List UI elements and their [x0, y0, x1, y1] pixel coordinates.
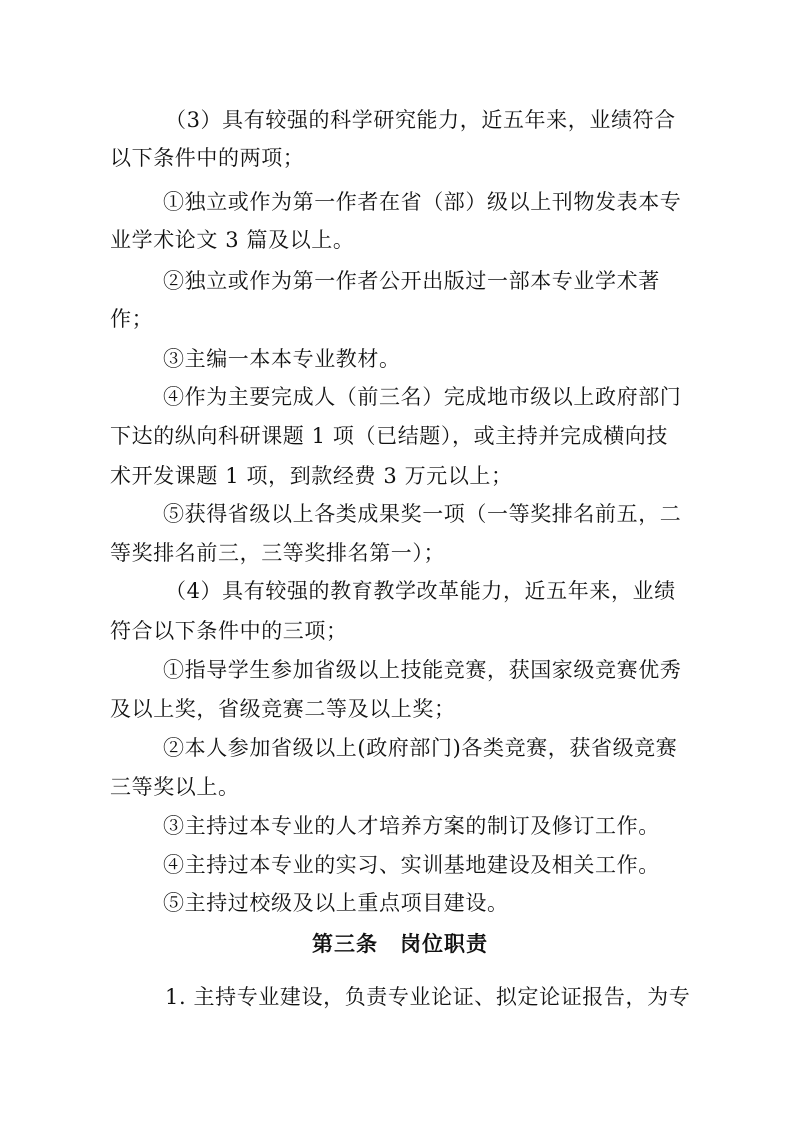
list-item-line: 下达的纵向科研课题 1 项（已结题），或主持并完成横向技 [110, 424, 669, 448]
list-item-line: ⑤主持过校级及以上重点项目建设。 [163, 891, 509, 915]
list-item-line: ④作为主要完成人（前三名）完成地市级以上政府部门 [163, 385, 682, 409]
paragraph-line: 符合以下条件中的三项； [110, 619, 348, 643]
list-item-line: ⑤获得省级以上各类成果奖一项（一等奖排名前五，二 [163, 502, 682, 526]
paragraph-line: （3）具有较强的科学研究能力，近五年来，业绩符合 [165, 108, 676, 132]
section-heading: 第三条 岗位职责 [312, 932, 488, 956]
list-item-line: ①指导学生参加省级以上技能竞赛，获国家级竞赛优秀 [163, 658, 682, 682]
list-item-line: 三等奖以上。 [110, 775, 240, 799]
list-item-line: ①独立或作为第一作者在省（部）级以上刊物发表本专 [163, 190, 682, 214]
list-item-line: 业学术论文 3 篇及以上。 [110, 228, 355, 252]
paragraph-line: 1. 主持专业建设，负责专业论证、拟定论证报告，为专 [165, 985, 691, 1009]
list-item-line: ②独立或作为第一作者公开出版过一部本专业学术著 [163, 269, 660, 293]
list-item-line: 等奖排名前三，三等奖排名第一）； [110, 541, 446, 565]
list-item-line: 作； [110, 307, 154, 331]
list-item-line: ③主持过本专业的人才培养方案的制订及修订工作。 [163, 814, 660, 838]
paragraph-line: （4）具有较强的教育教学改革能力，近五年来，业绩 [165, 579, 676, 603]
list-item-line: 及以上奖，省级竞赛二等及以上奖； [110, 697, 456, 721]
list-item-line: ③主编一本本专业教材。 [163, 347, 401, 371]
list-item-line: 术开发课题 1 项，到款经费 3 万元以上； [110, 464, 513, 488]
paragraph-line: 以下条件中的两项； [110, 146, 305, 170]
list-item-line: ④主持过本专业的实习、实训基地建设及相关工作。 [163, 853, 660, 877]
list-item-line: ②本人参加省级以上(政府部门)各类竞赛，获省级竞赛 [163, 736, 678, 760]
